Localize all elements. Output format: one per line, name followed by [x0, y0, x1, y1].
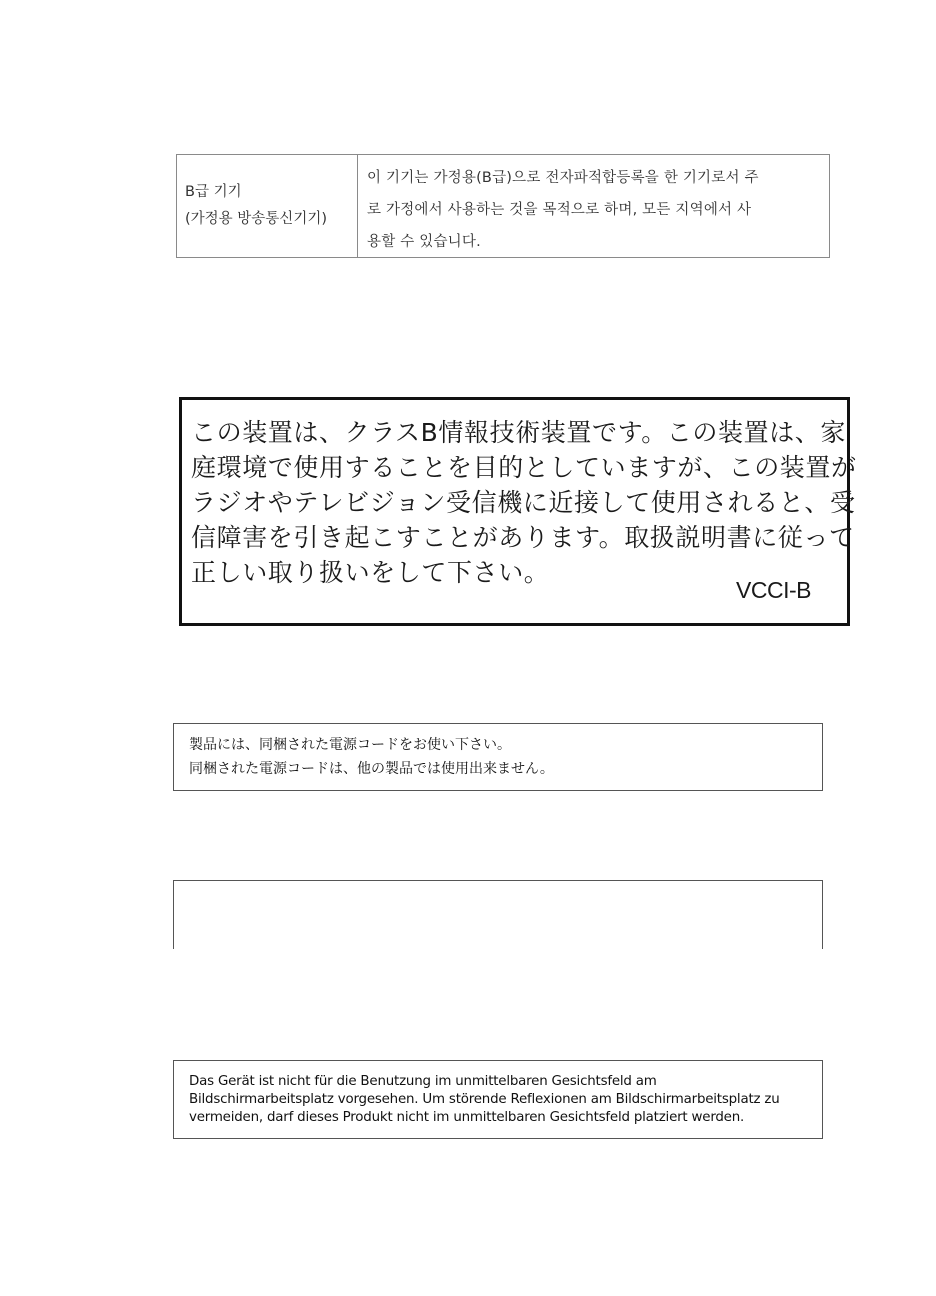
korean-class-b-table [176, 154, 830, 258]
german-notice-box [173, 1060, 823, 1139]
vcci-notice-box [179, 397, 857, 626]
vcci-notice-line: この装置は、クラスB情報技術装置です。この装置は、家 [191, 418, 847, 447]
korean-notice-line: 이 기기는 가정용(B급)으로 전자파적합등록을 한 기기로서 주 [367, 170, 759, 186]
korean-class-sublabel: (가정용 방송통신기기) [185, 211, 327, 227]
german-notice-line: Das Gerät ist nicht für die Benutzung im unmittelbaren Gesichtsfeld am [189, 1074, 657, 1089]
vcci-notice-line: 信障害を引き起こすことがあります。取扱説明書に従って [191, 523, 855, 552]
korean-notice-line: 용할 수 있습니다. [367, 234, 481, 250]
power-cord-notice-line: 製品には、同梱された電源コードをお使い下さい。 [189, 737, 511, 753]
vcci-notice-line: ラジオやテレビジョン受信機に近接して使用されると、受 [191, 488, 856, 517]
vcci-class-tag: VCCI-B [736, 577, 811, 603]
empty-notice-box [173, 880, 823, 949]
power-cord-notice-box [173, 723, 823, 791]
korean-class-label: B급 기기 [185, 184, 242, 200]
german-notice-line: Bildschirmarbeitsplatz vorgesehen. Um störende Reflexionen am Bildschirmarbeitsplatz zu [189, 1092, 780, 1107]
german-notice-line: vermeiden, darf dieses Produkt nicht im unmittelbaren Gesichtsfeld platziert werden. [189, 1110, 745, 1125]
vcci-notice-line: 庭環境で使用することを目的としていますが、この装置が [191, 453, 857, 482]
korean-notice-line: 로 가정에서 사용하는 것을 목적으로 하며, 모든 지역에서 사 [367, 202, 752, 218]
vcci-notice-line: 正しい取り扱いをして下さい。 [191, 558, 550, 587]
korean-notice-text-cell [358, 155, 829, 257]
korean-class-label-cell [177, 155, 358, 257]
power-cord-notice-line: 同梱された電源コードは、他の製品では使用出来ません。 [189, 761, 554, 777]
